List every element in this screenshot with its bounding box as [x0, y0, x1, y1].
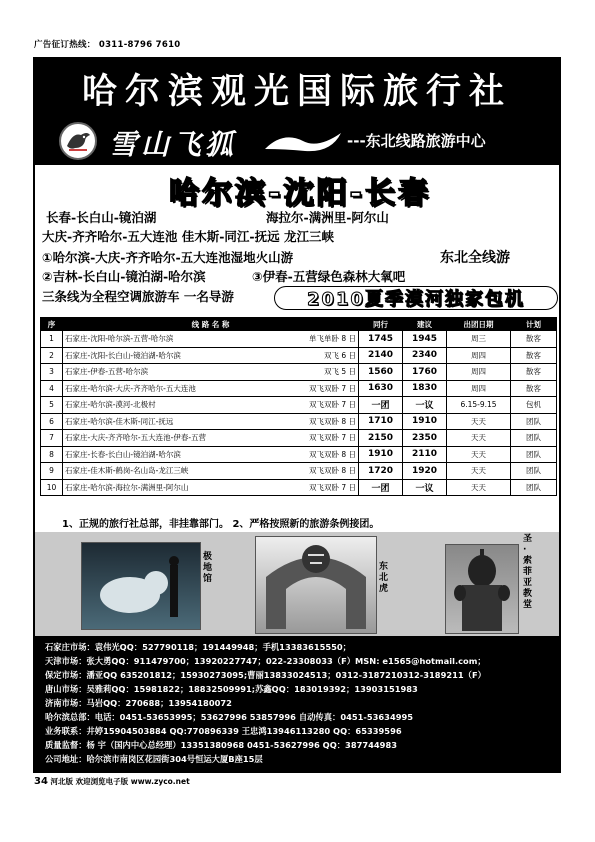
route-days: 双飞双卧 7 日 — [308, 383, 356, 393]
notes: 1、正规的旅行社总部，非挂靠部门。 2、严格按照新的旅游条例接团。 — [62, 519, 380, 530]
church-label: 圣·索菲亚教堂 — [523, 534, 533, 610]
col-header-route: 线 路 名 称 — [63, 318, 359, 331]
table-row — [41, 413, 557, 430]
row-route — [63, 430, 359, 447]
route-days: 单飞单卧 8 日 — [308, 334, 356, 344]
brand-tagline: ---东北线路旅游中心 — [347, 132, 486, 150]
contact-line: 唐山市场：吴雅莉QQ：15981822；18832509991;苏鑫QQ：183019392；13903151983 — [45, 684, 418, 694]
row-peer-price: 1630 — [359, 380, 403, 397]
row-route — [63, 397, 359, 414]
row-no: 1 — [41, 331, 63, 348]
row-plan: 散客 — [511, 347, 557, 364]
row-route — [63, 364, 359, 381]
row-peer-price: 1720 — [359, 463, 403, 480]
table-row — [41, 463, 557, 480]
route-name: 石家庄-佳木斯-鹤岗-名山岛-龙江三峡 — [65, 466, 189, 476]
row-no: 7 — [41, 430, 63, 447]
row-date: 周三 — [447, 331, 511, 348]
route-days: 双飞双卧 7 日 — [308, 433, 356, 443]
row-no: 9 — [41, 463, 63, 480]
row-peer-price: 1910 — [359, 446, 403, 463]
row-peer-price: 1745 — [359, 331, 403, 348]
route-name: 石家庄-伊春-五营-哈尔滨 — [65, 367, 149, 377]
row-route — [63, 479, 359, 496]
contact-line: 哈尔滨总部：电话：0451-53653995；53627996 53857996 自动传真：0451-53634995 — [45, 712, 414, 722]
row-suggest-price: 1945 — [403, 331, 447, 348]
highlight-tag: 东北全线游 — [440, 250, 510, 266]
row-route — [63, 380, 359, 397]
route-line: ①哈尔滨-大庆-齐齐哈尔-五大连池湿地火山游 — [42, 250, 294, 265]
row-route — [63, 347, 359, 364]
table-row — [41, 430, 557, 447]
row-suggest-price: 2110 — [403, 446, 447, 463]
route-days: 双飞双卧 7 日 — [308, 400, 356, 410]
page-footer — [34, 776, 190, 787]
footer-url: www.zyco.net — [130, 777, 190, 786]
route-line: ②吉林-长白山-镜泊湖-哈尔滨 — [42, 269, 206, 284]
table-row — [41, 446, 557, 463]
row-route — [63, 463, 359, 480]
row-date: 周四 — [447, 364, 511, 381]
table-header-row — [41, 318, 557, 331]
church-photo — [445, 544, 519, 634]
row-plan: 包机 — [511, 397, 557, 414]
page-number: 34 — [34, 776, 48, 787]
col-header-suggest: 建议 — [403, 318, 447, 331]
route-name: 石家庄-沈阳-哈尔滨-五营-哈尔滨 — [65, 334, 174, 344]
row-date: 周四 — [447, 347, 511, 364]
row-peer-price: 2150 — [359, 430, 403, 447]
row-no: 6 — [41, 413, 63, 430]
row-no: 8 — [41, 446, 63, 463]
row-plan: 团队 — [511, 430, 557, 447]
row-plan: 团队 — [511, 413, 557, 430]
route-line: ③伊春-五营绿色森林大氧吧 — [252, 269, 406, 284]
table-row — [41, 397, 557, 414]
brand-bar — [35, 119, 559, 165]
route-table — [40, 317, 557, 496]
contact-line: 石家庄市场：袁伟光QQ：527790118；191449948；手机13383615550； — [45, 642, 351, 652]
route-days: 双飞双卧 8 日 — [308, 466, 356, 476]
route-name: 石家庄-长春-长白山-镜泊湖-哈尔滨 — [65, 449, 181, 459]
summer-banner: 2010夏季漠河独家包机 — [274, 286, 558, 310]
table-row — [41, 479, 557, 496]
row-route — [63, 446, 359, 463]
route-name: 石家庄-沈阳-长白山-镜泊湖-哈尔滨 — [65, 350, 181, 360]
col-header-plan: 计划 — [511, 318, 557, 331]
row-suggest-price: 2350 — [403, 430, 447, 447]
footer-ebook: 欢迎浏览电子版 — [75, 777, 129, 786]
tiger-gate-photo — [255, 536, 377, 634]
row-peer-price: 1560 — [359, 364, 403, 381]
footer-edition: 河北版 — [50, 777, 74, 786]
table-row — [41, 364, 557, 381]
row-route — [63, 331, 359, 348]
row-plan: 散客 — [511, 331, 557, 348]
contact-line: 质量监督：杨 宇（国内中心总经理）13351380968 0451-53627996 QQ：387744983 — [45, 740, 397, 750]
row-no: 4 — [41, 380, 63, 397]
col-header-peer: 同行 — [359, 318, 403, 331]
whale-label: 极地馆 — [203, 552, 213, 584]
route-days: 双飞双卧 8 日 — [308, 449, 356, 459]
row-date: 天天 — [447, 413, 511, 430]
row-plan: 团队 — [511, 463, 557, 480]
ad-hotline: 广告征订热线： 0311-8796 7610 — [34, 40, 181, 50]
row-suggest-price: 1760 — [403, 364, 447, 381]
table-row — [41, 380, 557, 397]
row-suggest-price: 2340 — [403, 347, 447, 364]
route-days: 双飞双卧 7 日 — [308, 482, 356, 492]
route-line: 海拉尔-满洲里-阿尔山 — [266, 210, 389, 225]
row-no: 2 — [41, 347, 63, 364]
contact-line: 保定市场：潘亚QQ 635201812；15930273095;曹丽13833024513；0312-3187210312-3189211（F） — [45, 670, 486, 680]
row-no: 10 — [41, 479, 63, 496]
contact-block — [35, 636, 559, 771]
row-peer-price: 一团 — [359, 479, 403, 496]
row-date: 天天 — [447, 479, 511, 496]
row-suggest-price: 1910 — [403, 413, 447, 430]
route-days: 双飞双卧 8 日 — [308, 416, 356, 426]
row-peer-price: 2140 — [359, 347, 403, 364]
tiger-label: 东北虎 — [379, 562, 389, 594]
route-title: 哈尔滨-沈阳-长春 — [169, 176, 431, 211]
photo-band — [35, 532, 559, 636]
contact-line: 济南市场：马岩QQ：270688；13954180072 — [45, 698, 232, 708]
fox-tail-icon — [263, 127, 343, 157]
row-plan: 团队 — [511, 479, 557, 496]
row-no: 3 — [41, 364, 63, 381]
route-name: 石家庄-大庆-齐齐哈尔-五大连池-伊春-五营 — [65, 433, 207, 443]
row-suggest-price: 一议 — [403, 479, 447, 496]
row-peer-price: 一团 — [359, 397, 403, 414]
route-name: 石家庄-哈尔滨-佳木斯-同江-抚远 — [65, 416, 174, 426]
row-route — [63, 413, 359, 430]
table-row — [41, 347, 557, 364]
row-date: 天天 — [447, 430, 511, 447]
route-line: 长春-长白山-镜泊湖 — [46, 210, 157, 225]
row-peer-price: 1710 — [359, 413, 403, 430]
row-date: 6.15-9.15 — [447, 397, 511, 414]
route-line: 三条线为全程空调旅游车 一名导游 — [42, 289, 234, 304]
row-plan: 散客 — [511, 364, 557, 381]
row-suggest-price: 一议 — [403, 397, 447, 414]
beluga-photo — [81, 542, 201, 630]
contact-line: 公司地址：哈尔滨市南岗区花园街304号恒运大厦B座15层 — [45, 754, 263, 764]
row-date: 天天 — [447, 463, 511, 480]
contact-line: 业务联系：井婷15904503884 QQ:770896339 王忠鸿13946113280 QQ：65339596 — [45, 726, 402, 736]
col-header-no: 序 — [41, 318, 63, 331]
row-suggest-price: 1830 — [403, 380, 447, 397]
row-no: 5 — [41, 397, 63, 414]
route-days: 双飞 5 日 — [323, 367, 356, 377]
contact-line: 天津市场：张大勇QQ：911479700；13920227747；022-23308033（F）MSN: e1565@hotmail.com； — [45, 656, 486, 666]
table-row — [41, 331, 557, 348]
row-plan: 散客 — [511, 380, 557, 397]
route-name: 石家庄-哈尔滨-海拉尔-满洲里-阿尔山 — [65, 482, 189, 492]
route-name: 石家庄-哈尔滨-漠河-北极村 — [65, 400, 156, 410]
fox-logo-icon — [59, 122, 97, 160]
row-plan: 团队 — [511, 446, 557, 463]
row-date: 天天 — [447, 446, 511, 463]
route-days: 双飞 6 日 — [323, 350, 356, 360]
row-suggest-price: 1920 — [403, 463, 447, 480]
row-date: 周四 — [447, 380, 511, 397]
route-name: 石家庄-哈尔滨-大庆-齐齐哈尔-五大连池 — [65, 383, 196, 393]
agency-title: 哈尔滨观光国际旅行社 — [35, 59, 559, 119]
col-header-date: 出团日期 — [447, 318, 511, 331]
brand-name: 雪山飞狐 — [109, 128, 238, 161]
route-line: 大庆-齐齐哈尔-五大连池 佳木斯-同江-抚远 龙江三峡 — [42, 229, 334, 244]
